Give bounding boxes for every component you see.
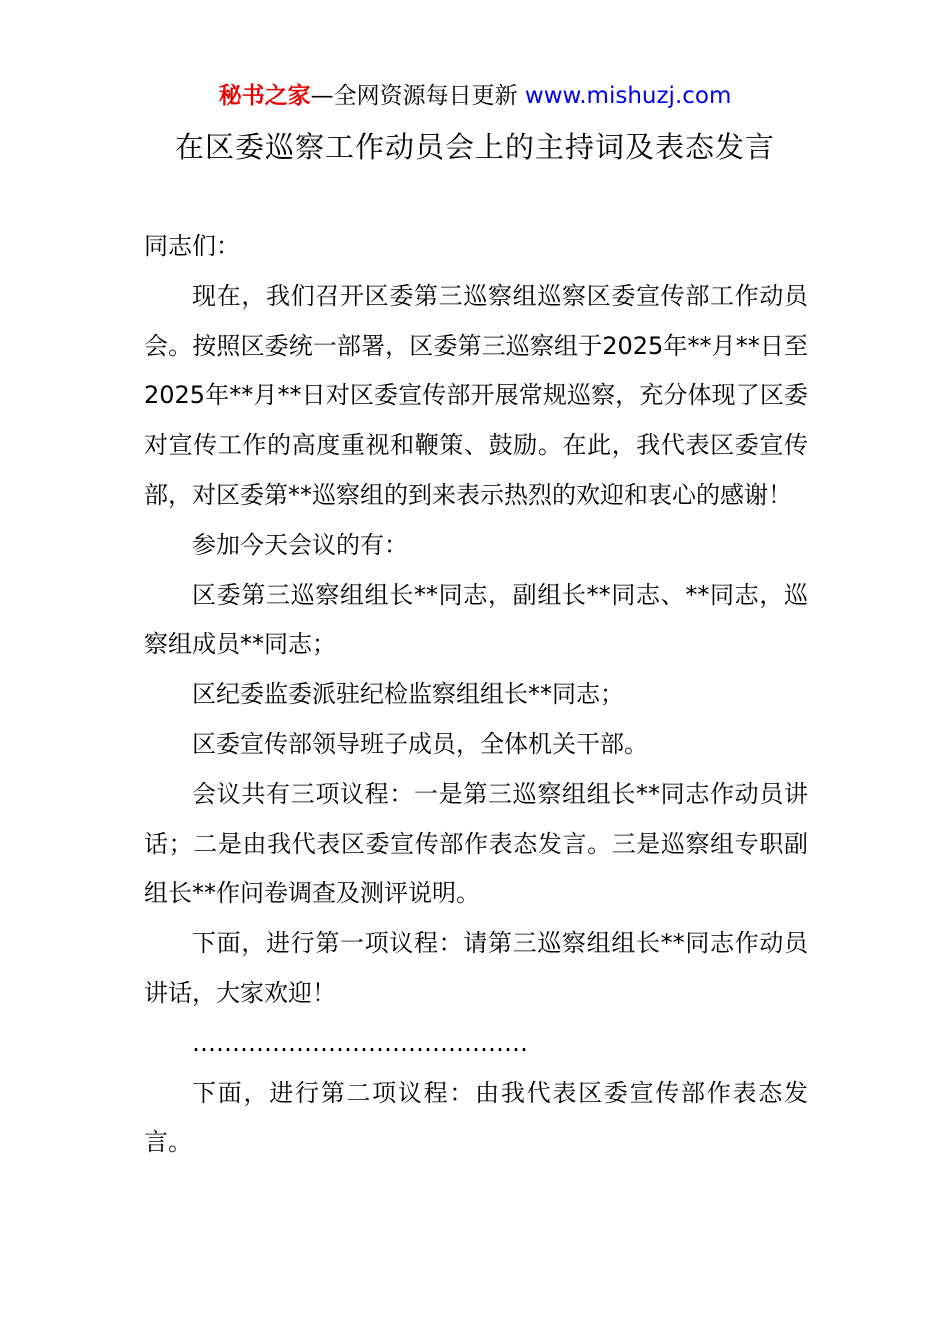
- paragraph-attendees-discipline-team: 区纪委监委派驻纪检监察组组长**同志；: [192, 680, 624, 709]
- paragraph-attendees-intro: 参加今天会议的有：: [192, 530, 408, 559]
- site-header: [0, 80, 950, 112]
- brand-name: 秘书之家: [218, 83, 311, 109]
- document-title: 在区委巡察工作动员会上的主持词及表态发言: [174, 130, 775, 164]
- salutation: 同志们：: [144, 232, 240, 260]
- site-url-link[interactable]: www.mishuzj.com: [524, 83, 732, 109]
- paragraph-attendees-inspection-team: 区委第三巡察组组长**同志，副组长**同志、**同志，巡察组成员**同志；: [144, 580, 808, 659]
- ellipsis-separator: ……………………………………: [192, 1028, 528, 1057]
- paragraph-agenda: 会议共有三项议程：一是第三巡察组组长**同志作动员讲话；二是由我代表区委宣传部作表态发言。三是巡察组专职副组长**作问卷调查及测评说明。: [144, 779, 808, 908]
- header-tagline: —全网资源每日更新: [310, 83, 518, 109]
- paragraph-opening: 现在，我们召开区委第三巡察组巡察区委宣传部工作动员会。按照区委统一部署，区委第三巡察组于2025年**月**日至2025年**月**日对区委宣传部开展常规巡察，充分体现了区委对宣传工作的高度重视和鞭策、鼓励。在此，我代表区委宣传部，对区委第**巡察组的到来表示热烈的欢迎和衷心的感谢！: [144, 281, 808, 509]
- paragraph-first-item: 下面，进行第一项议程：请第三巡察组组长**同志作动员讲话，大家欢迎！: [144, 929, 808, 1007]
- document-body: [144, 222, 808, 1168]
- paragraph-attendees-department: 区委宣传部领导班子成员，全体机关干部。: [192, 729, 648, 758]
- paragraph-second-item: 下面，进行第二项议程：由我代表区委宣传部作表态发言。: [144, 1078, 808, 1157]
